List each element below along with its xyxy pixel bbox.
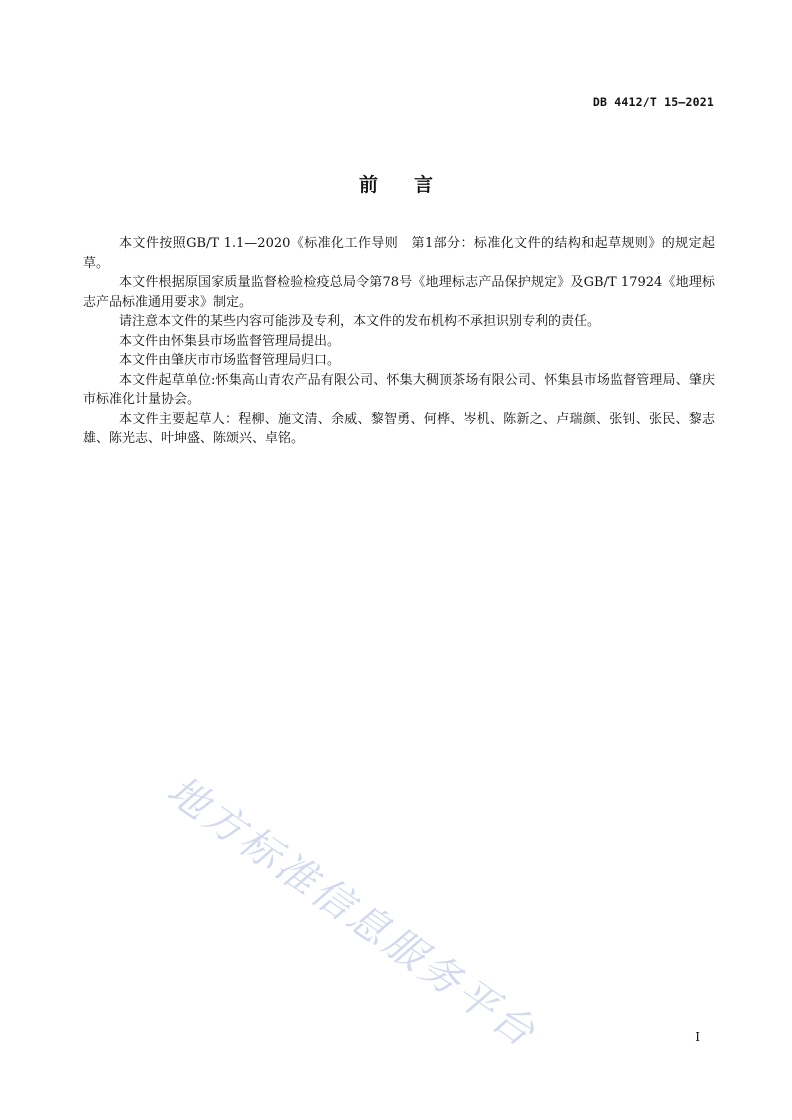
paragraph-drafting-units: 本文件起草单位:怀集高山青农产品有限公司、怀集大稠顶茶场有限公司、怀集县市场监督管理局、肇庆市标准化计量协会。 [83,372,715,407]
foreword-body [83,234,715,449]
page-title: 前言 [358,174,469,196]
paragraph-centralized-by: 本文件由肇庆市市场监督管理局归口。 [119,353,341,368]
document-code: DB 4412/T 15—2021 [592,95,714,109]
page-number: I [695,1030,700,1044]
watermark: 地方标准信息服务平台 [158,767,546,1058]
paragraph-patent-notice: 请注意本文件的某些内容可能涉及专利，本文件的发布机构不承担识别专利的责任。 [119,314,601,329]
paragraph-basis: 本文件根据原国家质量监督检验检疫总局令第78号《地理标志产品保护规定》及GB/T 17924《地理标志产品标准通用要求》制定。 [83,275,715,310]
paragraph-drafters: 本文件主要起草人：程柳、施文清、余威、黎智勇、何桦、岑机、陈新之、卢瑞颜、张钊、张民、黎志雄、陈光志、叶坤盛、陈颂兴、卓铭。 [83,411,715,446]
paragraph-proposer: 本文件由怀集县市场监督管理局提出。 [119,333,341,349]
paragraph-drafting-rules: 本文件按照GB/T 1.1—2020《标准化工作导则 第1部分：标准化文件的结构和起草规则》的规定起草。 [83,236,715,271]
